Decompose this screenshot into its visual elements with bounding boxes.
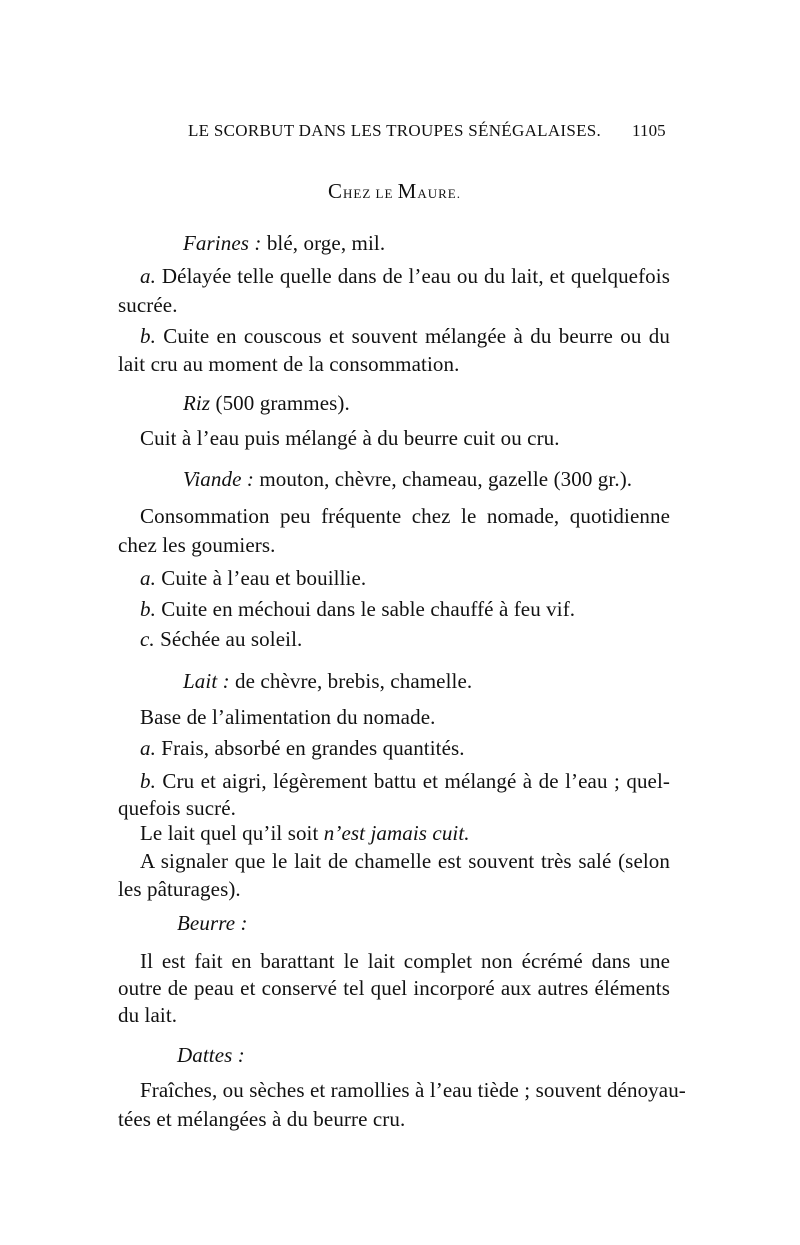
viande-line2: chez les goumiers. bbox=[118, 533, 276, 557]
farines-label: Farines : bbox=[183, 231, 262, 255]
beurre-line3: du lait. bbox=[118, 1003, 178, 1027]
beurre-label: Beurre : bbox=[177, 911, 248, 935]
farines-item-a-line2: sucrée. bbox=[118, 293, 178, 317]
lait-item-b-line2: quefois sucré. bbox=[118, 796, 237, 820]
dattes-line1: Fraîches, ou sèches et ramollies à l’eau tiède ; souvent dénoyau- bbox=[140, 1078, 686, 1102]
lait-base: Base de l’alimentation du nomade. bbox=[140, 705, 436, 729]
viande-label: Viande : bbox=[183, 467, 254, 491]
farines-item-b-line1: b. Cuite en couscous et souvent mélangée à du beurre ou du bbox=[140, 324, 670, 348]
running-title: LE SCORBUT DANS LES TROUPES SÉNÉGALAISES. bbox=[188, 121, 602, 140]
riz-label: Riz bbox=[183, 391, 211, 415]
viande-heading: Viande : mouton, chèvre, chameau, gazelle (300 gr.). bbox=[183, 467, 633, 491]
beurre-line2: outre de peau et conservé tel quel incorporé aux autres éléments bbox=[118, 976, 670, 1000]
lait-item-a: a. Frais, absorbé en grandes quantités. bbox=[140, 736, 465, 760]
beurre-line1: Il est fait en barattant le lait complet non écrémé dans une bbox=[140, 949, 670, 973]
dattes-line2: tées et mélangées à du beurre cru. bbox=[118, 1107, 406, 1131]
viande-item-c: c. Séchée au soleil. bbox=[140, 627, 303, 651]
lait-heading: Lait : de chèvre, brebis, chamelle. bbox=[183, 669, 473, 693]
riz-text: Cuit à l’eau puis mélangé à du beurre cuit ou cru. bbox=[140, 426, 560, 450]
riz-heading: Riz (500 grammes). bbox=[183, 391, 350, 415]
farines-item-a-line1: a. Délayée telle quelle dans de l’eau ou du lait, et quelquefois bbox=[140, 264, 670, 288]
viande-line1: Consommation peu fréquente chez le nomade, quotidienne bbox=[140, 504, 670, 528]
lait-salt-line1: A signaler que le lait de chamelle est souvent très salé (selon bbox=[140, 849, 670, 873]
section-title: CHEZ LE MAURE. bbox=[328, 179, 461, 203]
farines-item-b-line2: lait cru au moment de la consommation. bbox=[118, 352, 460, 376]
lait-label: Lait : bbox=[183, 669, 230, 693]
page-number: 1105 bbox=[632, 121, 666, 140]
farines-heading: Farines : blé, orge, mil. bbox=[183, 231, 386, 255]
dattes-label: Dattes : bbox=[177, 1043, 245, 1067]
viande-item-a: a. Cuite à l’eau et bouillie. bbox=[140, 566, 367, 590]
lait-item-b-line1: b. Cru et aigri, légèrement battu et mélangé à de l’eau ; quel- bbox=[140, 769, 670, 793]
viande-item-b: b. Cuite en méchoui dans le sable chauffé à feu vif. bbox=[140, 597, 576, 621]
lait-never-cooked: Le lait quel qu’il soit n’est jamais cuit. bbox=[140, 821, 470, 845]
lait-salt-line2: les pâturages). bbox=[118, 877, 241, 901]
